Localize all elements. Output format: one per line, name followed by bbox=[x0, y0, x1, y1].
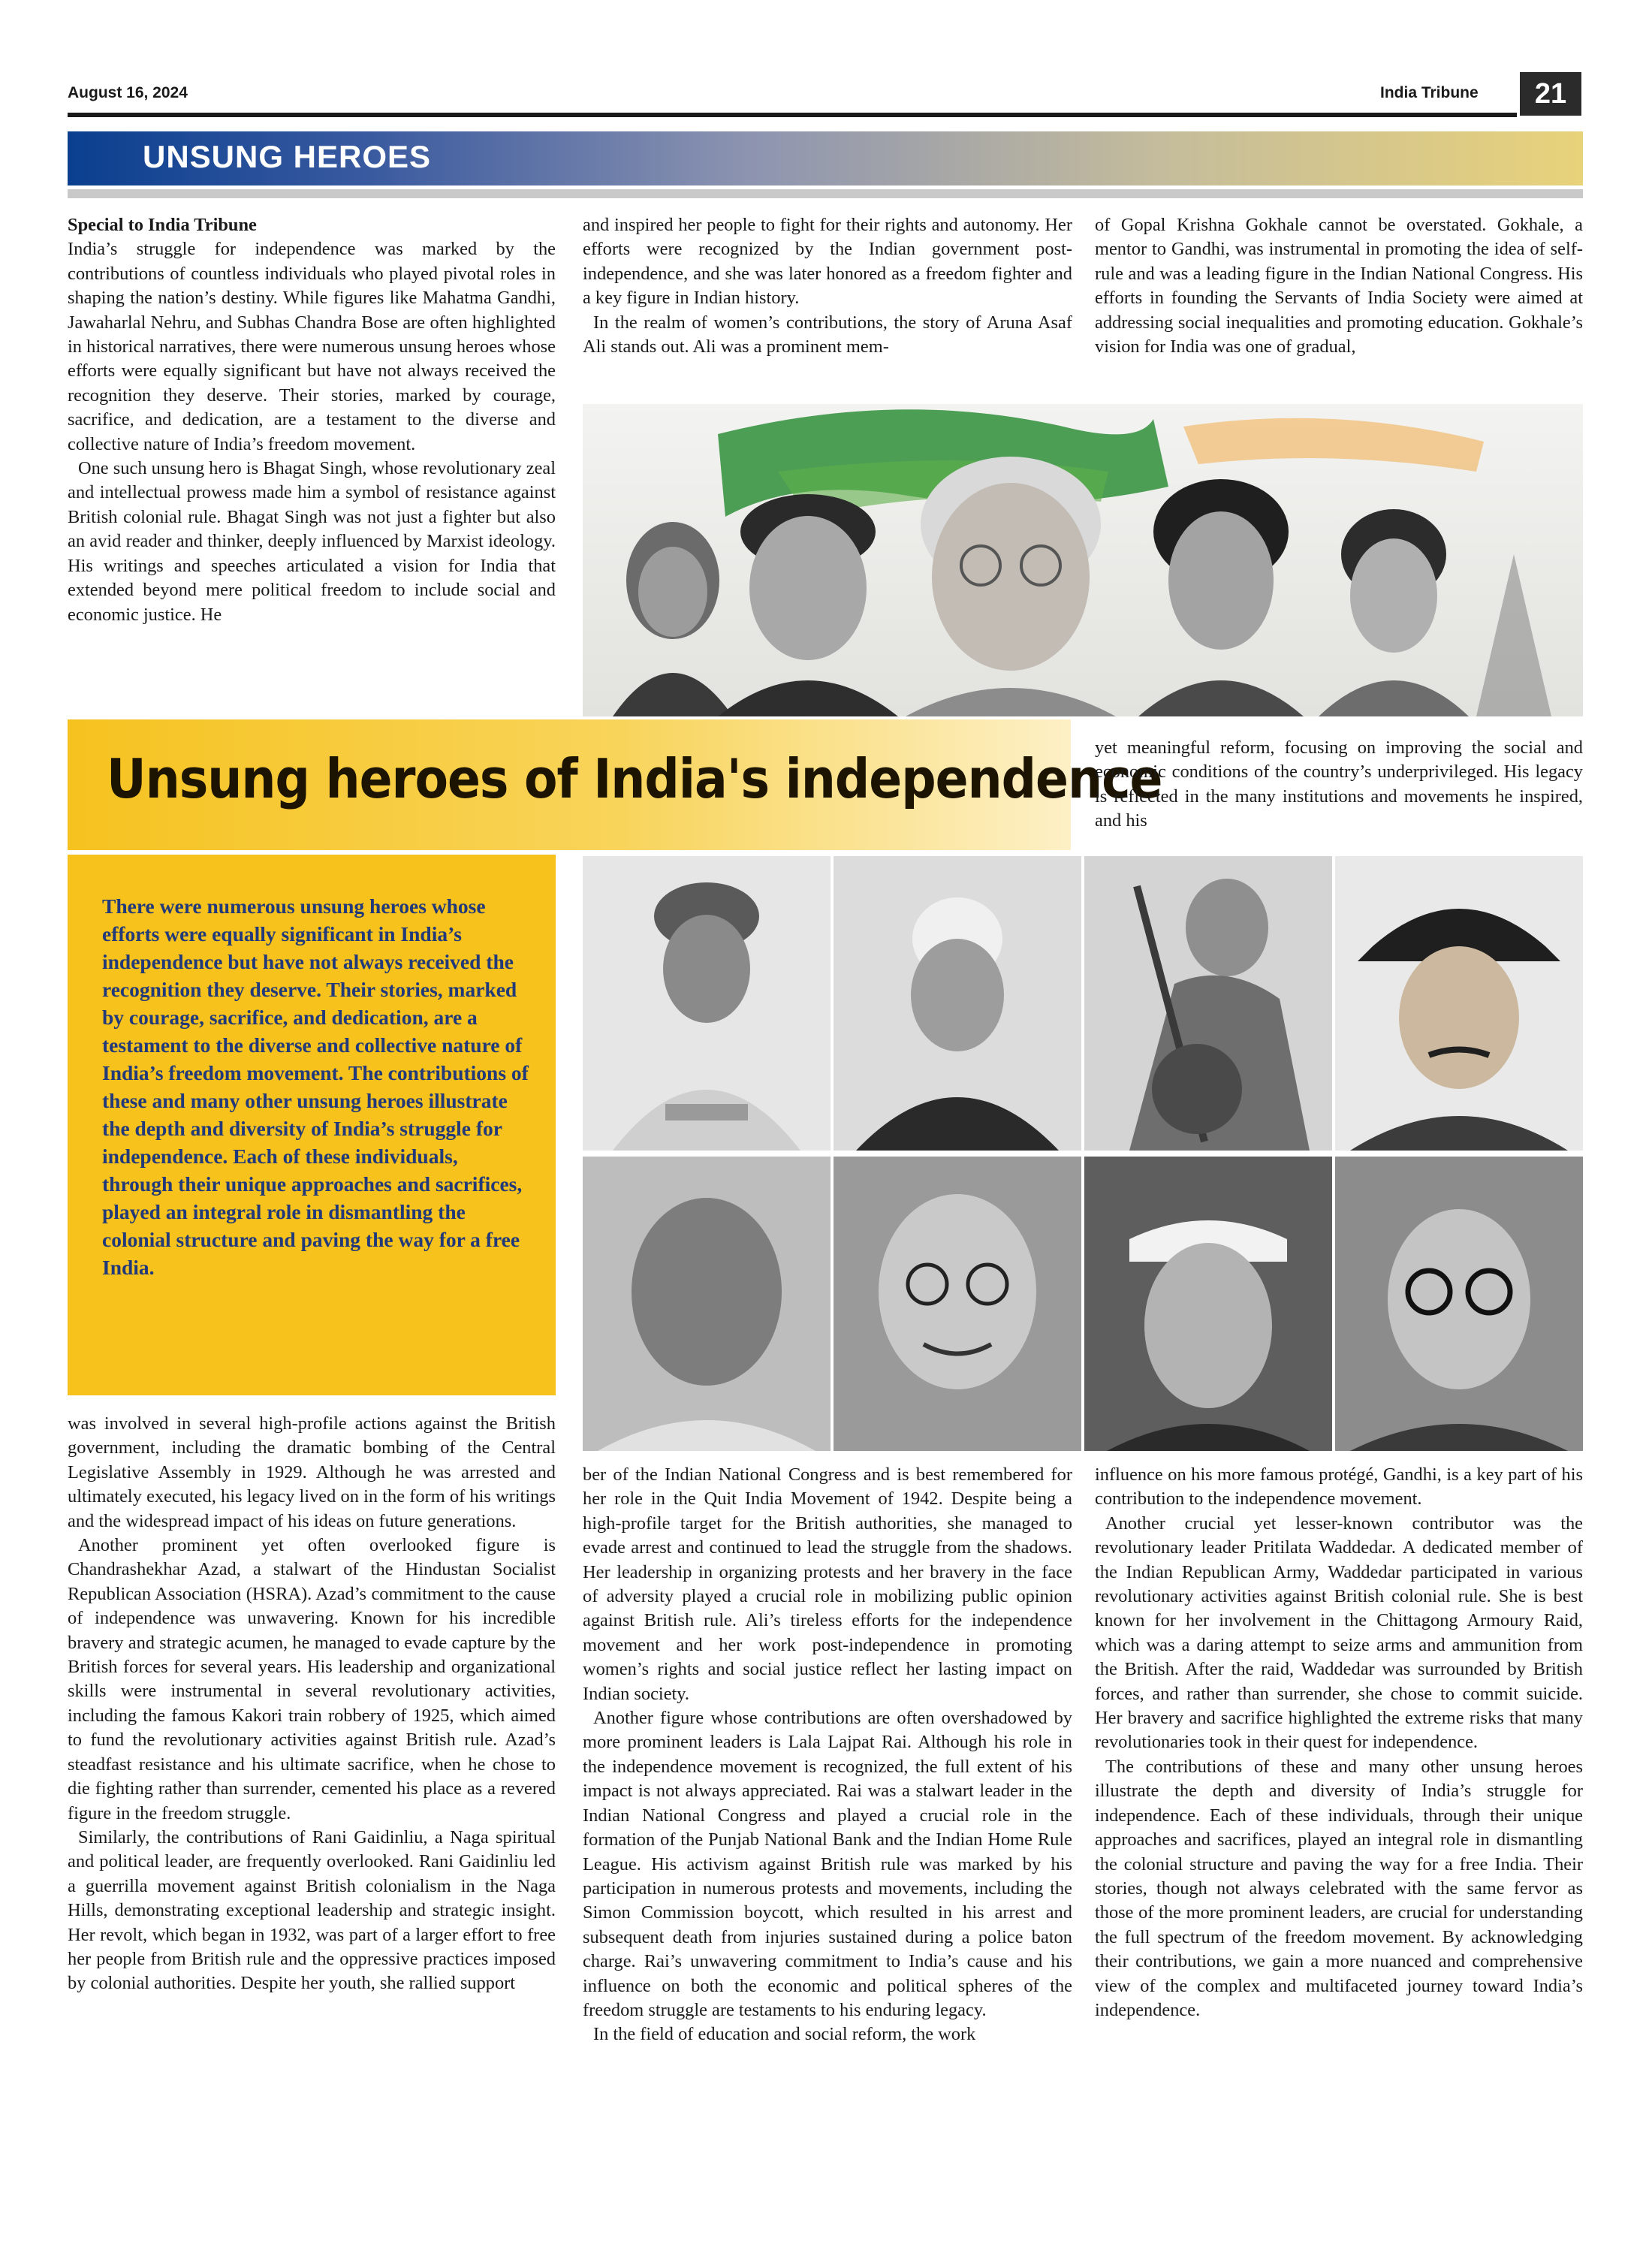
portrait-woman-1 bbox=[613, 522, 733, 716]
masthead-rule bbox=[68, 113, 1517, 117]
portrait-patel bbox=[583, 1157, 831, 1451]
page-number: 21 bbox=[1520, 72, 1581, 116]
portrait-tilak bbox=[583, 856, 831, 1151]
article-column-1-bottom bbox=[68, 1412, 556, 1996]
article-column-1-top bbox=[68, 213, 556, 627]
article-column-2-top bbox=[583, 213, 1072, 359]
paragraph: In the realm of women’s contributions, the story of Aruna Asaf Ali stands out. Ali was a prominent mem- bbox=[583, 312, 1072, 357]
portrait-woman-3 bbox=[906, 457, 1116, 716]
article-column-3-bottom bbox=[1095, 1463, 1583, 2022]
section-title: UNSUNG HEROES bbox=[143, 139, 432, 174]
article-column-2-bottom bbox=[583, 1463, 1072, 2047]
issue-date: August 16, 2024 bbox=[68, 84, 188, 101]
headline: Unsung heroes of India's independence bbox=[107, 747, 1162, 810]
byline: Special to India Tribune bbox=[68, 215, 257, 235]
paragraph: of Gopal Krishna Gokhale cannot be overstated. Gokhale, a mentor to Gandhi, was instrumental in promoting the idea of self-rule and was a leading figure in the Indian National Congress. His efforts in founding the Servants of India Society were aimed at addressing social inequalities and promoting education. Gokhale’s vision for India was one of gradual, bbox=[1095, 215, 1583, 357]
portrait-woman-2 bbox=[718, 494, 898, 716]
article-column-3-middle bbox=[1095, 736, 1583, 834]
collage-image bbox=[583, 404, 1583, 716]
portrait-woman-4 bbox=[1138, 479, 1304, 716]
paragraph: In the field of education and social reform, the work bbox=[593, 2024, 976, 2045]
paragraph: Another prominent yet often overlooked figure is Chandrashekhar Azad, a stalwart of the Hindustan Socialist Republican Association (HSRA). Azad’s commitment to the cause of independence was unwavering. Known for his incredible bravery and strategic acumen, he managed to evade capture by the British forces for several years. His leadership and organizational skills were instrumental in several revolutionary activities, including the famous Kakori train robbery of 1925, which aimed to fund the revolutionary activities against British rule. Azad’s steadfast resistance and his ultimate sacrifice, when he chose to die fighting rather than surrender, cemented his place as a revered figure in the freedom struggle. bbox=[68, 1535, 556, 1823]
portrait-bhagat-singh bbox=[1335, 856, 1583, 1151]
paragraph: yet meaningful reform, focusing on improving the social and economic conditions of the country’s underprivileged. His legacy is reflected in the many institutions and movements he inspired, and his bbox=[1095, 737, 1583, 831]
portrait-lakshmibai bbox=[1084, 856, 1332, 1151]
pull-quote: There were numerous unsung heroes whose efforts were equally significant in India’s independence but have not always received the recognition they deserve. Their stories, marked by courage, sacrifice, and dedication, are a testament to the diverse and collective nature of India’s freedom movement. The contributions of these and many other unsung heroes illustrate the depth and diversity of India’s struggle for independence. Each of these individuals, through their unique approaches and sacrifices, played an integral role in dismantling the colonial structure and paving the way for a free India. bbox=[102, 894, 529, 1279]
paragraph: India’s struggle for independence was marked by the contributions of countless individuals who played pivotal roles in shaping the nation’s destiny. While figures like Mahatma Gandhi, Jawaharlal Nehru, and Subhas Chandra Bose are often highlighted in historical narratives, there were numerous unsung heroes whose efforts were equally significant but have not always received the recognition they deserve. Their stories, marked by courage, sacrifice, and dedication, are a testament to the diverse and collective nature of India’s freedom movement. bbox=[68, 239, 556, 454]
women-freedom-fighters-collage bbox=[583, 404, 1583, 716]
portrait-bose bbox=[1335, 1157, 1583, 1451]
portrait-nehru bbox=[1084, 1157, 1332, 1451]
paragraph: and inspired her people to fight for their rights and autonomy. Her efforts were recognized by the Indian government post-independence, and she was later honored as a freedom fighter and a key figure in Indian history. bbox=[583, 215, 1072, 309]
article-column-3-top bbox=[1095, 213, 1583, 359]
portrait-woman-5 bbox=[1319, 509, 1469, 716]
paragraph: Another crucial yet lesser-known contributor was the revolutionary leader Pritilata Waddedar. A dedicated member of the Indian Republican Army, Waddedar participated in various revolutionary activities against British colonial rule. She is best known for her involvement in the Chittagong Armoury Raid, which was a daring attempt to seize arms and ammunition from the British. After the raid, Waddedar was surrounded by British forces, and rather than surrender, she chose to commit suicide. Her bravery and sacrifice highlighted the extreme risks that many revolutionaries took in their quest for independence. bbox=[1095, 1513, 1583, 1753]
paragraph: Another figure whose contributions are often overshadowed by more prominent leaders is Lala Lajpat Rai. Although his role in the independence movement is recognized, the full extent of his impact is not always appreciated. Rai was a stalwart leader in the Indian National Congress and played a crucial role in the formation of the Punjab National Bank and the Indian Home Rule League. His activism against British rule was marked by his participation in numerous protests and movements, including the Simon Commission boycott, which resulted in his arrest and subsequent death from injuries sustained during a police baton charge. Rai’s unwavering commitment to India’s cause and his influence on both the economic and political spheres of the freedom struggle are testaments to his enduring legacy. bbox=[583, 1708, 1072, 2020]
paragraph: ber of the Indian National Congress and is best remembered for her role in the Quit India Movement of 1942. Despite being a high-profile target for the British authorities, she managed to evade arrest and continued to lead the struggle from the shadows. Her leadership in organizing protests and her bravery in the face of adversity played a crucial role in mobilizing public opinion against British rule. Ali’s tireless efforts for the independence movement and her work post-independence in promoting women’s rights and social justice reflect her lasting impact on Indian society. bbox=[583, 1464, 1072, 1704]
paragraph: was involved in several high-profile actions against the British government, including the dramatic bombing of the Central Legislative Assembly in 1929. Although he was arrested and ultimately executed, his legacy lived on in the form of his writings and the widespread impact of his ideas on future generations. bbox=[68, 1413, 556, 1531]
portrait-lajpat-rai bbox=[834, 856, 1081, 1151]
paragraph: influence on his more famous protégé, Gandhi, is a key part of his contribution to the independence movement. bbox=[1095, 1464, 1583, 1510]
portrait-grid bbox=[583, 856, 1583, 1453]
section-rule bbox=[68, 189, 1583, 198]
paragraph: One such unsung hero is Bhagat Singh, whose revolutionary zeal and intellectual prowess made him a symbol of resistance against British colonial rule. Bhagat Singh was not just a fighter but also an avid reader and thinker, deeply influenced by Marxist ideology. His writings and speeches articulated a vision for India that extended beyond mere political freedom to include social and economic justice. He bbox=[68, 458, 556, 625]
publication-name: India Tribune bbox=[1380, 84, 1479, 101]
paragraph: The contributions of these and many other unsung heroes illustrate the depth and diversity of India’s struggle for independence. Each of these individuals, through their unique approaches and sacrifices, played an integral role in dismantling the colonial structure and paving the way for a free India. Their stories, though not always celebrated with the same fervor as those of the more prominent leaders, are crucial for understanding the full spectrum of the freedom movement. By acknowledging their contributions, we gain a more nuanced and comprehensive view of the complex and multifaceted journey toward India’s independence. bbox=[1095, 1756, 1583, 2020]
portrait-gandhi bbox=[834, 1157, 1081, 1451]
paragraph: Similarly, the contributions of Rani Gaidinliu, a Naga spiritual and political leader, are frequently overlooked. Rani Gaidinliu led a guerrilla movement against British colonialism in the Naga Hills, demonstrating exceptional leadership and strategic insight. Her revolt, which began in 1932, was part of a larger effort to free her people from British rule and the oppressive practices imposed by colonial authorities. Despite her youth, she rallied support bbox=[68, 1826, 556, 1994]
